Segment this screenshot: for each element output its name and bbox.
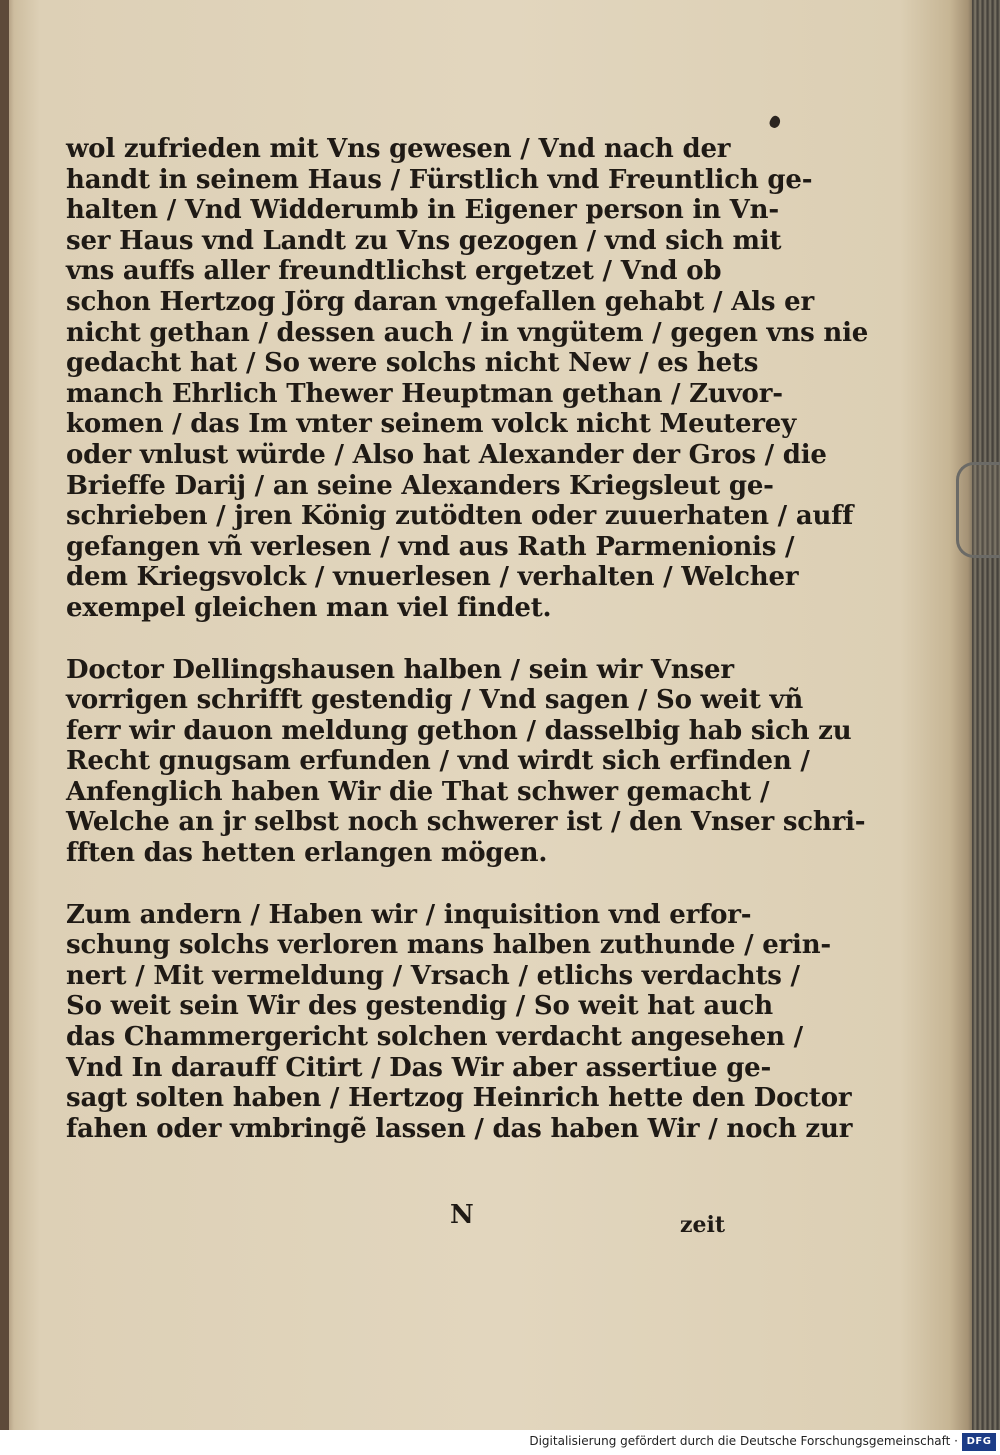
text-line: schon Hertzog Jörg daran vngefallen gehabt / Als er — [66, 286, 814, 317]
text-line: Welche an jr selbst noch schwerer ist / den Vnser schri- — [66, 807, 866, 838]
text-line: Doctor Dellingshausen halben / sein wir Vnser — [66, 654, 734, 685]
paragraph-1 — [66, 134, 869, 623]
paragraph-3 — [66, 899, 853, 1144]
text-line: ser Haus vnd Landt zu Vns gezogen / vnd sich mit — [66, 225, 782, 256]
signature-mark: N — [450, 1200, 474, 1230]
text-line: dem Kriegsvolck / vnuerlesen / verhalten / Welcher — [66, 562, 799, 593]
text-line: das Chammergericht solchen verdacht angesehen / — [66, 1022, 803, 1053]
text-line: halten / Vnd Widderumb in Eigener person in Vn- — [66, 195, 779, 226]
dfg-logo: DFG — [962, 1433, 996, 1451]
text-line: nert / Mit vermeldung / Vrsach / etlichs verdachts / — [66, 960, 800, 991]
page-fore-edge — [972, 0, 1000, 1430]
text-line: komen / das Im vnter seinem volck nicht Meuterey — [66, 409, 797, 440]
text-line: oder vnlust würde / Also hat Alexander der Gros / die — [66, 439, 827, 470]
text-line: gefangen vñ verlesen / vnd aus Rath Parmenionis / — [66, 531, 795, 562]
text-line: ferr wir dauon meldung gethon / dasselbig hab sich zu — [66, 715, 852, 746]
text-line: Anfenglich haben Wir die That schwer gemacht / — [66, 776, 770, 807]
text-line: Vnd In darauff Citirt / Das Wir aber assertiue ge- — [66, 1052, 772, 1083]
text-line: manch Ehrlich Thewer Heuptman gethan / Zuvor- — [66, 378, 783, 409]
text-line: Zum andern / Haben wir / inquisition vnd erfor- — [66, 899, 752, 930]
catchword: zeit — [680, 1212, 726, 1238]
text-line: gedacht hat / So were solchs nicht New / es hets — [66, 348, 759, 379]
text-line: Brieffe Darij / an seine Alexanders Kriegsleut ge- — [66, 470, 774, 501]
digitization-footer — [0, 1430, 1000, 1455]
book-clasp — [956, 462, 1000, 558]
text-line: exempel gleichen man viel findet. — [66, 592, 552, 623]
text-line: fften das hetten erlangen mögen. — [66, 838, 548, 869]
text-line: handt in seinem Haus / Fürstlich vnd Freuntlich ge- — [66, 164, 813, 195]
printed-text — [66, 134, 869, 1145]
text-line: schrieben / jren König zutödten oder zuuerhaten / auff — [66, 501, 854, 532]
paragraph-gap — [66, 870, 738, 901]
paragraph-2 — [66, 654, 866, 869]
funding-credit: Digitalisierung gefördert durch die Deutsche Forschungsgemeinschaft · — [529, 1434, 958, 1448]
text-line: schung solchs verloren mans halben zuthunde / erin- — [66, 930, 832, 961]
text-line: nicht gethan / dessen auch / in vngütem / gegen vns nie — [66, 317, 869, 348]
text-line: sagt solten haben / Hertzog Heinrich hette den Doctor — [66, 1083, 852, 1114]
text-line: Recht gnugsam erfunden / vnd wirdt sich erfinden / — [66, 746, 810, 777]
binding-gutter — [0, 0, 9, 1430]
text-line: wol zufrieden mit Vns gewesen / Vnd nach der — [66, 134, 731, 164]
paragraph-gap — [66, 625, 738, 656]
ink-blot — [768, 114, 783, 129]
text-line: fahen oder vmbringẽ lassen / das haben Wir / noch zur — [66, 1113, 853, 1144]
text-line: vorrigen schrifft gestendig / Vnd sagen / So weit vñ — [66, 685, 804, 716]
text-line: So weit sein Wir des gestendig / So weit hat auch — [66, 991, 774, 1022]
text-line: vns auffs aller freundtlichst ergetzet / Vnd ob — [66, 256, 722, 287]
